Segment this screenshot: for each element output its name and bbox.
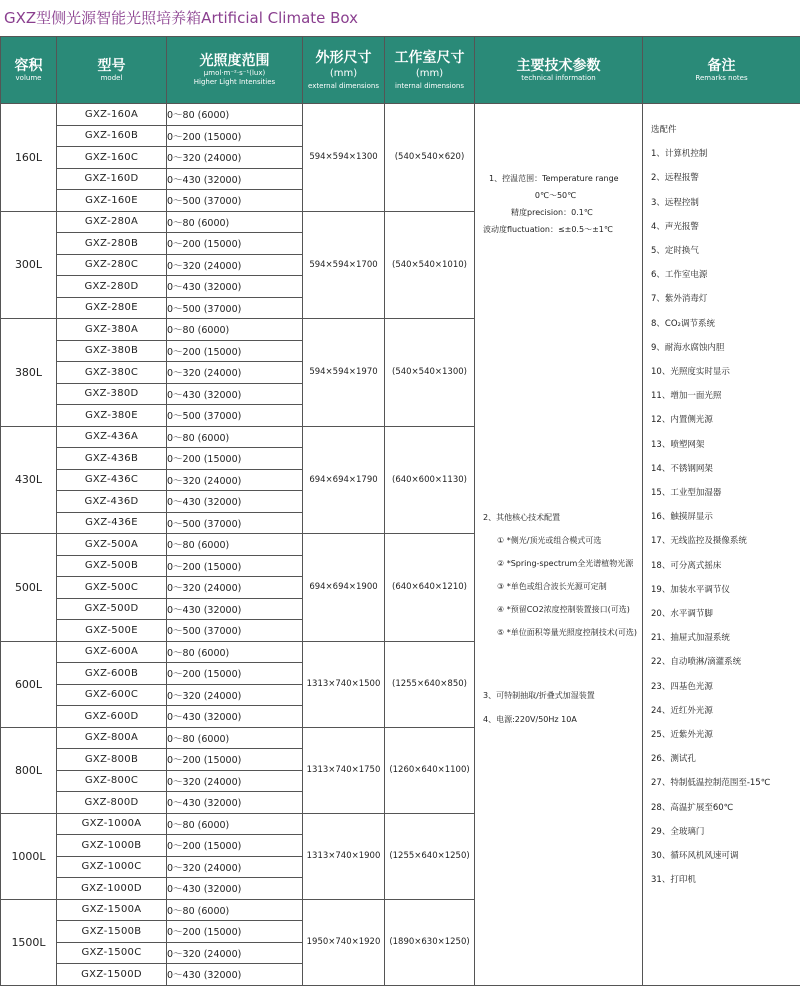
remark-item: 30、循环风机风速可调 <box>651 851 739 862</box>
remark-item: 5、定时换气 <box>651 246 699 257</box>
lux-cell: 0～200 (15000) <box>167 233 303 255</box>
remark-item: 11、增加一面光照 <box>651 391 722 402</box>
model-cell: GXZ-280A <box>57 211 167 233</box>
model-cell: GXZ-380C <box>57 362 167 384</box>
external-dimensions-cell: 1313×740×1750 <box>303 727 385 813</box>
lux-cell: 0～320 (24000) <box>167 362 303 384</box>
lux-cell: 0～430 (32000) <box>167 491 303 513</box>
model-cell: GXZ-500B <box>57 555 167 577</box>
model-cell: GXZ-800B <box>57 749 167 771</box>
external-dimensions-cell: 1313×740×1500 <box>303 641 385 727</box>
header-row <box>1 37 800 104</box>
remark-item: 4、声光报警 <box>651 221 699 232</box>
external-dimensions-cell: 1950×740×1920 <box>303 899 385 985</box>
lux-cell: 0～320 (24000) <box>167 469 303 491</box>
remark-item: 25、近紫外光源 <box>651 730 713 741</box>
model-cell: GXZ-1500B <box>57 921 167 943</box>
table-row <box>1 104 800 126</box>
lux-cell: 0～80 (6000) <box>167 899 303 921</box>
model-cell: GXZ-600B <box>57 663 167 685</box>
volume-cell: 1500L <box>1 899 57 985</box>
model-cell: GXZ-436D <box>57 491 167 513</box>
model-cell: GXZ-436B <box>57 448 167 470</box>
lux-cell: 0～320 (24000) <box>167 147 303 169</box>
external-dimensions-cell: 594×594×1300 <box>303 104 385 212</box>
remark-item: 29、全玻璃门 <box>651 826 705 837</box>
tech-info <box>475 104 642 732</box>
model-cell: GXZ-1000D <box>57 878 167 900</box>
model-cell: GXZ-1000B <box>57 835 167 857</box>
model-cell: GXZ-436C <box>57 469 167 491</box>
lux-cell: 0～80 (6000) <box>167 641 303 663</box>
header-int-cn: 工作室尺寸 <box>394 49 465 66</box>
volume-cell: 380L <box>1 319 57 427</box>
header-lux-cn: 光照度范围 <box>199 53 270 69</box>
lux-cell: 0～500 (37000) <box>167 297 303 319</box>
remark-item: 8、CO₂调节系统 <box>651 318 715 329</box>
tech-core-item: ⑤ *单位面积等量光照度控制技术(可选) <box>497 628 637 637</box>
model-cell: GXZ-280C <box>57 254 167 276</box>
remark-item: 2、远程报警 <box>651 173 699 184</box>
volume-cell: 500L <box>1 534 57 642</box>
volume-cell: 1000L <box>1 813 57 899</box>
lux-cell: 0～80 (6000) <box>167 534 303 556</box>
remark-item: 16、触摸屏显示 <box>651 512 713 523</box>
header-int <box>385 37 475 104</box>
model-cell: GXZ-280E <box>57 297 167 319</box>
lux-cell: 0～200 (15000) <box>167 663 303 685</box>
model-cell: GXZ-800C <box>57 770 167 792</box>
tech-core-title: 2、其他核心技术配置 <box>483 513 561 522</box>
lux-cell: 0～430 (32000) <box>167 598 303 620</box>
external-dimensions-cell: 1313×740×1900 <box>303 813 385 899</box>
volume-cell: 300L <box>1 211 57 319</box>
model-cell: GXZ-380A <box>57 319 167 341</box>
header-ext <box>303 37 385 104</box>
remark-item: 23、四基色光源 <box>651 681 713 692</box>
remark-item: 1、计算机控制 <box>651 149 708 160</box>
lux-cell: 0～200 (15000) <box>167 835 303 857</box>
tech-core <box>475 506 642 644</box>
header-model-en: model <box>100 73 123 82</box>
lux-cell: 0～320 (24000) <box>167 684 303 706</box>
header-remarks-cn: 备注 <box>707 57 736 74</box>
remarks-list <box>643 104 800 893</box>
model-cell: GXZ-380D <box>57 383 167 405</box>
model-cell: GXZ-600D <box>57 706 167 728</box>
lux-cell: 0～500 (37000) <box>167 512 303 534</box>
lux-cell: 0～80 (6000) <box>167 211 303 233</box>
internal-dimensions-cell: (540×540×1010) <box>385 211 475 319</box>
remark-item: 20、水平调节脚 <box>651 609 713 620</box>
tech-core-item: ① *侧光/顶光或组合模式可选 <box>497 536 602 545</box>
remark-item: 9、耐海水腐蚀内胆 <box>651 342 725 353</box>
lux-cell: 0～80 (6000) <box>167 104 303 126</box>
model-cell: GXZ-1500D <box>57 964 167 986</box>
header-lux <box>167 37 303 104</box>
lux-cell: 0～320 (24000) <box>167 577 303 599</box>
remark-item: 6、工作室电源 <box>651 270 708 281</box>
remark-item: 24、近红外光源 <box>651 705 713 716</box>
lux-cell: 0～430 (32000) <box>167 276 303 298</box>
header-volume-cn: 容积 <box>14 57 43 74</box>
model-cell: GXZ-160D <box>57 168 167 190</box>
header-lux-unit: μmol·m⁻²·s⁻¹(lux) <box>203 69 266 77</box>
model-cell: GXZ-500A <box>57 534 167 556</box>
remark-item: 3、远程控制 <box>651 197 699 208</box>
remark-item: 31、打印机 <box>651 875 696 886</box>
remark-item: 12、内置侧光源 <box>651 415 713 426</box>
lux-cell: 0～80 (6000) <box>167 727 303 749</box>
remark-item: 18、可分离式摇床 <box>651 560 722 571</box>
model-cell: GXZ-160A <box>57 104 167 126</box>
header-tech-cn: 主要技术参数 <box>516 57 601 74</box>
page-title: GXZ型侧光源智能光照培养箱Artificial Climate Box <box>4 9 359 27</box>
header-model <box>57 37 167 104</box>
lux-cell: 0～320 (24000) <box>167 942 303 964</box>
model-cell: GXZ-500D <box>57 598 167 620</box>
header-int-en: internal dimensions <box>395 81 464 90</box>
tech-temp-value: 0℃～50℃ <box>534 191 577 200</box>
tech-core-item: ③ *单色或组合波长光源可定制 <box>497 582 607 591</box>
header-volume <box>1 37 57 104</box>
internal-dimensions-cell: (540×540×1300) <box>385 319 475 427</box>
model-cell: GXZ-380B <box>57 340 167 362</box>
header-ext-unit: (mm) <box>329 67 358 79</box>
model-cell: GXZ-600C <box>57 684 167 706</box>
internal-dimensions-cell: (640×640×1210) <box>385 534 475 642</box>
tech-item-4: 4、电源:220V/50Hz 10A <box>483 715 577 724</box>
remark-item: 19、加装水平调节仪 <box>651 584 730 595</box>
remark-item: 10、光照度实时显示 <box>651 367 730 378</box>
model-cell: GXZ-160B <box>57 125 167 147</box>
tech-temp-range: 1、控温范围：Temperature range <box>489 174 619 183</box>
header-remarks <box>643 37 800 104</box>
model-cell: GXZ-500E <box>57 620 167 642</box>
model-cell: GXZ-436E <box>57 512 167 534</box>
model-cell: GXZ-1500A <box>57 899 167 921</box>
tech-item-3: 3、可特制抽取/折叠式加湿装置 <box>483 691 595 700</box>
lux-cell: 0～200 (15000) <box>167 555 303 577</box>
lux-cell: 0～80 (6000) <box>167 319 303 341</box>
model-cell: GXZ-436A <box>57 426 167 448</box>
header-volume-en: volume <box>15 73 42 82</box>
tech-precision: 精度precision：0.1℃ <box>511 208 593 217</box>
header-lux-en: Higher Light Intensities <box>193 78 276 86</box>
spec-body <box>1 104 800 986</box>
internal-dimensions-cell: (540×540×620) <box>385 104 475 212</box>
remarks-heading: 选配件 <box>651 125 677 135</box>
header-tech-en: technical information <box>521 73 596 82</box>
tech-cell <box>475 104 643 986</box>
lux-cell: 0～500 (37000) <box>167 620 303 642</box>
lux-cell: 0～430 (32000) <box>167 706 303 728</box>
tech-fluctuation: 波动度fluctuation：≤±0.5～±1℃ <box>483 225 613 234</box>
lux-cell: 0～80 (6000) <box>167 813 303 835</box>
remark-item: 15、工业型加湿器 <box>651 488 722 499</box>
lux-cell: 0～430 (32000) <box>167 964 303 986</box>
model-cell: GXZ-1500C <box>57 942 167 964</box>
model-cell: GXZ-160E <box>57 190 167 212</box>
remarks-cell <box>643 104 800 986</box>
internal-dimensions-cell: (1260×640×1100) <box>385 727 475 813</box>
tech-core-item: ② *Spring-spectrum全光谱植物光源 <box>497 559 634 568</box>
remark-item: 28、高温扩展至60℃ <box>651 802 734 813</box>
internal-dimensions-cell: (1255×640×850) <box>385 641 475 727</box>
lux-cell: 0～500 (37000) <box>167 190 303 212</box>
spec-table <box>0 36 800 986</box>
lux-cell: 0～320 (24000) <box>167 856 303 878</box>
lux-cell: 0～200 (15000) <box>167 448 303 470</box>
header-remarks-en: Remarks notes <box>695 73 748 82</box>
remark-item: 21、抽屉式加湿系统 <box>651 633 730 644</box>
model-cell: GXZ-800D <box>57 792 167 814</box>
external-dimensions-cell: 694×694×1900 <box>303 534 385 642</box>
tech-temperature <box>475 104 642 238</box>
remark-item: 17、无线监控及摄像系统 <box>651 536 747 547</box>
header-model-cn: 型号 <box>97 57 126 74</box>
lux-cell: 0～430 (32000) <box>167 792 303 814</box>
model-cell: GXZ-160C <box>57 147 167 169</box>
remark-item: 7、紫外消毒灯 <box>651 294 708 305</box>
remark-item: 13、喷塑网架 <box>651 439 705 450</box>
internal-dimensions-cell: (1255×640×1250) <box>385 813 475 899</box>
model-cell: GXZ-1000A <box>57 813 167 835</box>
volume-cell: 800L <box>1 727 57 813</box>
lux-cell: 0～320 (24000) <box>167 770 303 792</box>
lux-cell: 0～500 (37000) <box>167 405 303 427</box>
internal-dimensions-cell: (1890×630×1250) <box>385 899 475 985</box>
lux-cell: 0～320 (24000) <box>167 254 303 276</box>
header-int-unit: (mm) <box>415 67 444 79</box>
remark-item: 26、测试孔 <box>651 754 696 765</box>
volume-cell: 430L <box>1 426 57 534</box>
model-cell: GXZ-280D <box>57 276 167 298</box>
lux-cell: 0～430 (32000) <box>167 383 303 405</box>
remark-item: 27、特制低温控制范围至-15℃ <box>651 778 771 789</box>
lux-cell: 0～80 (6000) <box>167 426 303 448</box>
remark-item: 22、自动喷淋/滴灌系统 <box>651 657 742 668</box>
external-dimensions-cell: 694×694×1790 <box>303 426 385 534</box>
external-dimensions-cell: 594×594×1970 <box>303 319 385 427</box>
lux-cell: 0～200 (15000) <box>167 340 303 362</box>
header-ext-en: external dimensions <box>308 81 379 90</box>
model-cell: GXZ-600A <box>57 641 167 663</box>
model-cell: GXZ-800A <box>57 727 167 749</box>
external-dimensions-cell: 594×594×1700 <box>303 211 385 319</box>
internal-dimensions-cell: (640×600×1130) <box>385 426 475 534</box>
model-cell: GXZ-1000C <box>57 856 167 878</box>
header-ext-cn: 外形尺寸 <box>315 49 372 66</box>
lux-cell: 0～430 (32000) <box>167 878 303 900</box>
model-cell: GXZ-280B <box>57 233 167 255</box>
volume-cell: 160L <box>1 104 57 212</box>
model-cell: GXZ-380E <box>57 405 167 427</box>
lux-cell: 0～200 (15000) <box>167 125 303 147</box>
model-cell: GXZ-500C <box>57 577 167 599</box>
lux-cell: 0～200 (15000) <box>167 749 303 771</box>
lux-cell: 0～200 (15000) <box>167 921 303 943</box>
tech-extra <box>475 684 642 732</box>
header-tech <box>475 37 643 104</box>
remark-item: 14、不锈钢网架 <box>651 463 713 474</box>
tech-core-item: ④ *预留CO2浓度控制装置接口(可选) <box>497 605 630 614</box>
volume-cell: 600L <box>1 641 57 727</box>
lux-cell: 0～430 (32000) <box>167 168 303 190</box>
